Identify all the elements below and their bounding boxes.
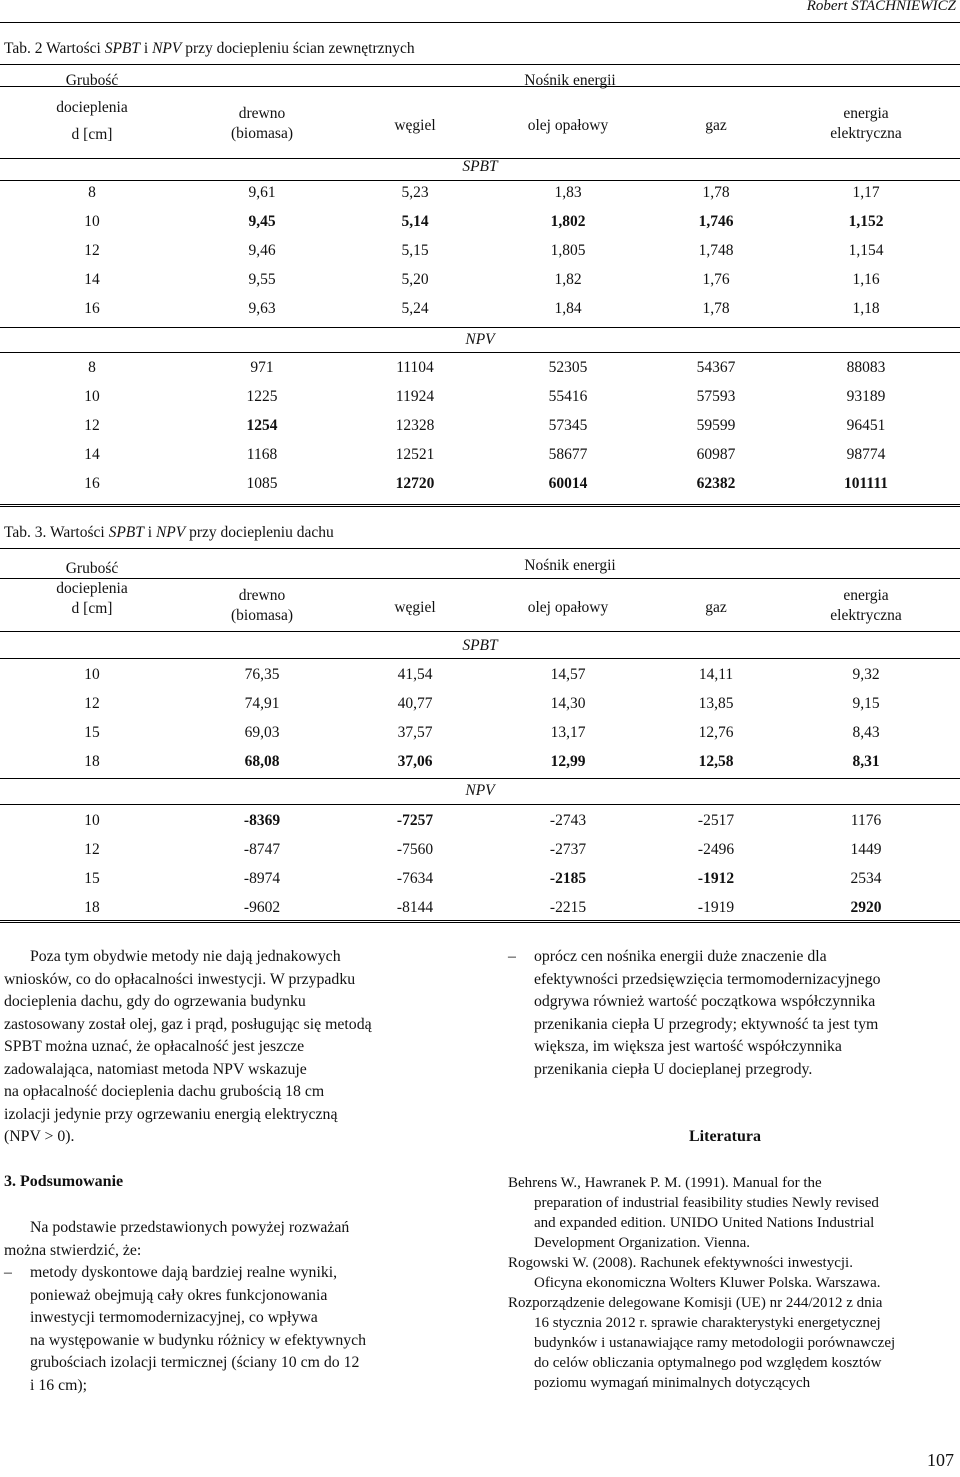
data-cell: -2743 <box>549 812 587 829</box>
bullet-text <box>508 946 956 1081</box>
caption-m1: SPBT <box>104 40 141 57</box>
table3 <box>0 548 960 928</box>
data-cell: 13,17 <box>550 724 586 741</box>
data-cell: 74,91 <box>244 695 280 712</box>
data-cell: 1,18 <box>852 300 880 317</box>
data-cell: 93189 <box>846 388 886 405</box>
data-cell: 37,57 <box>397 724 433 741</box>
row-thickness: 15 <box>84 870 100 887</box>
data-cell: 76,35 <box>244 666 280 683</box>
data-cell: 58677 <box>548 446 588 463</box>
data-cell: 14,30 <box>550 695 586 712</box>
data-cell: -2517 <box>697 812 735 829</box>
table-rule <box>0 327 960 328</box>
bullet-line-text: i 16 cm); <box>30 1376 88 1394</box>
bullet-line-text: inwestycji termomodernizacyjnej, co wpływa <box>30 1309 318 1326</box>
data-cell: 1,83 <box>554 184 582 201</box>
data-cell: 1168 <box>246 446 278 463</box>
data-cell: -2737 <box>549 841 587 858</box>
intro-line: zastosowany został olej, gaz i prąd, posługując się metodą <box>4 1015 372 1033</box>
column-header: energia <box>843 105 889 122</box>
thickness-header: docieplenia <box>56 99 128 116</box>
data-cell: 101111 <box>844 475 888 492</box>
table-rule <box>0 578 960 579</box>
reference-line: budynków i ustanawiające ramy metodologii porównawczej <box>534 1335 896 1351</box>
row-thickness: 16 <box>84 475 100 492</box>
bullet-text <box>4 1262 452 1397</box>
data-cell: -9602 <box>243 899 281 916</box>
intro-line: Poza tym obydwie metody nie dają jednakowych <box>30 948 341 965</box>
data-cell: 1449 <box>850 841 882 858</box>
caption-suffix: przy dociepleniu ścian zewnętrznych <box>181 40 415 57</box>
table-rule <box>0 64 960 65</box>
data-cell: -7257 <box>396 812 434 829</box>
data-cell: 1176 <box>850 812 882 829</box>
data-cell: -8369 <box>243 812 281 829</box>
data-cell: 52305 <box>548 359 588 376</box>
data-cell: 1,78 <box>702 300 730 317</box>
thickness-header: docieplenia <box>56 580 128 597</box>
section-npv: NPV <box>465 331 495 348</box>
data-cell: 9,32 <box>852 666 880 683</box>
data-cell: 88083 <box>846 359 886 376</box>
data-cell: 60014 <box>548 475 588 492</box>
reference-line: Behrens W., Hawranek P. M. (1991). Manual for the <box>508 1175 822 1191</box>
column-header: drewno <box>238 587 286 604</box>
table-rule <box>0 548 960 549</box>
intro-line: docieplenia dachu, gdy do ogrzewania budynku <box>4 993 306 1010</box>
table-rule <box>0 86 960 87</box>
bullet-line-text: oprócz cen nośnika energii duże znaczenie dla <box>534 948 827 965</box>
data-cell: 55416 <box>548 388 588 405</box>
bullet-line-text: odgrywa również wartość początkowa współczynnika <box>534 993 876 1010</box>
data-cell: 2534 <box>850 870 882 887</box>
column-header: energia <box>843 587 889 604</box>
data-cell: 5,14 <box>401 213 429 230</box>
right-bullet <box>508 946 956 1081</box>
data-cell: 5,15 <box>401 242 429 259</box>
data-cell: -7560 <box>396 841 434 858</box>
caption-m2: NPV <box>155 524 186 541</box>
table-rule <box>0 804 960 805</box>
data-cell: 37,06 <box>397 753 433 770</box>
row-thickness: 12 <box>84 417 100 434</box>
left-bullet <box>4 1262 452 1397</box>
data-cell: 60987 <box>696 446 736 463</box>
reference-item <box>508 1253 956 1293</box>
bullet-line-text: na występowanie w budynku różnicy w efektywnych <box>30 1331 367 1349</box>
references <box>508 1173 956 1393</box>
table-rule <box>0 778 960 779</box>
data-cell: 96451 <box>846 417 886 434</box>
data-cell: 12,58 <box>698 753 734 770</box>
reference-line: preparation of industrial feasibility studies Newly revised <box>534 1195 879 1211</box>
data-cell: 11924 <box>395 388 435 405</box>
data-cell: 14,11 <box>698 666 734 683</box>
bullet-dash: – <box>4 1264 12 1281</box>
intro-paragraph <box>4 946 452 1149</box>
column-header: (biomasa) <box>231 607 293 624</box>
data-cell: 1,152 <box>848 213 884 230</box>
table-rule <box>0 920 960 923</box>
summary-paragraph <box>4 1217 452 1262</box>
table-rule <box>0 658 960 659</box>
data-cell: 68,08 <box>244 753 280 770</box>
reference-line: Rogowski W. (2008). Rachunek efektywności inwestycji. <box>508 1255 853 1271</box>
column-header: węgiel <box>394 599 436 616</box>
data-cell: 41,54 <box>397 666 433 683</box>
data-cell: 13,85 <box>698 695 734 712</box>
column-header: (biomasa) <box>231 125 293 142</box>
reference-item <box>508 1173 956 1253</box>
bullet-line-text: przenikania ciepła U docieplanej przegrody. <box>534 1060 813 1078</box>
intro-line: zadowalająca, natomiast metoda NPV wskazuje <box>4 1060 307 1078</box>
section-npv: NPV <box>465 782 495 799</box>
data-cell: 59599 <box>696 417 736 434</box>
table3-caption <box>4 524 334 542</box>
row-thickness: 10 <box>84 812 100 829</box>
reference-line: Development Organization. Vienna. <box>534 1235 750 1251</box>
data-cell: 1254 <box>246 417 278 434</box>
data-cell: 1,16 <box>852 271 880 288</box>
data-cell: 9,55 <box>248 271 276 288</box>
summary-line: można stwierdzić, że: <box>4 1241 142 1259</box>
data-cell: 1,746 <box>698 213 734 230</box>
intro-line: (NPV > 0). <box>4 1128 75 1145</box>
data-cell: -1919 <box>697 899 735 916</box>
data-cell: 1,82 <box>554 271 582 288</box>
data-cell: 62382 <box>696 475 736 492</box>
data-cell: 54367 <box>696 359 736 376</box>
column-header: gaz <box>705 599 727 616</box>
data-cell: 8,31 <box>852 753 880 770</box>
section-spbt: SPBT <box>462 637 498 654</box>
data-cell: 98774 <box>846 446 886 463</box>
intro-line: izolacji jedynie przy ogrzewaniu energią elektryczną <box>4 1105 338 1123</box>
data-cell: 1225 <box>246 388 278 405</box>
thickness-header: Grubość <box>65 72 119 89</box>
section-spbt: SPBT <box>462 158 498 175</box>
caption-prefix: Tab. 2 Wartości <box>4 40 105 57</box>
data-cell: 14,57 <box>550 666 586 683</box>
data-cell: -7634 <box>396 870 434 887</box>
bullet-item <box>508 946 956 1081</box>
intro-line: wniosków, co do opłacalności inwestycji. W przypadku <box>4 970 356 988</box>
data-cell: 57345 <box>548 417 588 434</box>
row-thickness: 12 <box>84 242 100 259</box>
data-cell: 1,154 <box>848 242 884 259</box>
reference-line: 16 stycznia 2012 r. sprawie charakterystyki energetycznej <box>534 1315 881 1331</box>
data-cell: 9,46 <box>248 242 276 259</box>
reference-line: and expanded edition. UNIDO United Nations Industrial <box>534 1215 875 1231</box>
data-cell: -8974 <box>243 870 281 887</box>
data-cell: 12521 <box>395 446 435 463</box>
caption-m2: NPV <box>152 40 182 57</box>
bullet-line-text: przenikania ciepła U przegrody; ektywność ta jest tym <box>534 1015 879 1033</box>
thickness-header: Grubość <box>65 560 119 577</box>
row-thickness: 18 <box>84 899 100 916</box>
data-cell: 12328 <box>395 417 435 434</box>
column-header: elektryczna <box>830 125 902 142</box>
carrier-header: Nośnik energii <box>524 72 616 89</box>
caption-m1: SPBT <box>108 524 144 541</box>
author-header: Robert STACHNIEWICZ <box>806 0 956 14</box>
column-header: olej opałowy <box>527 599 609 616</box>
data-cell: 1,802 <box>550 213 586 230</box>
data-cell: 2920 <box>850 899 882 916</box>
bullet-line-text: metody dyskontowe dają bardziej realne wyniki, <box>30 1264 338 1281</box>
data-cell: 1,76 <box>702 271 730 288</box>
literature-heading: Literatura <box>689 1128 761 1145</box>
bullet-line-text: ponieważ obejmują cały okres funkcjonowania <box>30 1286 328 1304</box>
column-header: gaz <box>705 117 727 134</box>
table-rule <box>0 180 960 181</box>
data-cell: -8144 <box>396 899 434 916</box>
column-header: olej opałowy <box>527 117 609 134</box>
data-cell: 5,20 <box>401 271 429 288</box>
bullet-line-text: grubościach izolacji termicznej (ściany 10 cm do 12 <box>30 1354 360 1371</box>
data-cell: -2215 <box>549 899 587 916</box>
table-rule <box>0 631 960 632</box>
caption-mid: i <box>143 524 156 541</box>
data-cell: 12,99 <box>550 753 586 770</box>
caption-suffix: przy dociepleniu dachu <box>185 524 334 541</box>
reference-line: poziomu wymagań minimalnych dotyczących <box>534 1375 811 1391</box>
data-cell: 12,76 <box>698 724 734 741</box>
thickness-header: d [cm] <box>71 600 113 617</box>
bullet-dash: – <box>508 948 516 965</box>
data-cell: 69,03 <box>244 724 280 741</box>
caption-prefix: Tab. 3. Wartości <box>4 524 109 541</box>
caption-mid: i <box>140 40 153 57</box>
intro-line: SPBT można uznać, że opłacalność jest jeszcze <box>4 1038 305 1055</box>
data-cell: 57593 <box>696 388 736 405</box>
data-cell: 1,805 <box>550 242 586 259</box>
table2-caption <box>4 40 415 58</box>
data-cell: 11104 <box>396 359 434 376</box>
row-thickness: 10 <box>84 388 100 405</box>
row-thickness: 10 <box>84 213 100 230</box>
data-cell: 1,17 <box>852 184 880 201</box>
bullet-item <box>4 1262 452 1397</box>
data-cell: 1,78 <box>702 184 730 201</box>
row-thickness: 14 <box>84 446 100 463</box>
bullet-line-text: większa, im większa jest wartość współczynnika <box>534 1038 842 1055</box>
page-number: 107 <box>927 1450 954 1470</box>
row-thickness: 16 <box>84 300 100 317</box>
summary-line: Na podstawie przedstawionych powyżej rozważań <box>30 1219 350 1236</box>
data-cell: 9,45 <box>248 213 276 230</box>
row-thickness: 8 <box>88 359 96 376</box>
row-thickness: 15 <box>84 724 100 741</box>
data-cell: 1085 <box>246 475 278 492</box>
table2 <box>0 64 960 509</box>
data-cell: 1,748 <box>698 242 734 259</box>
thickness-header: d [cm] <box>71 126 113 143</box>
header-rule <box>0 22 960 23</box>
data-cell: -8747 <box>243 841 281 858</box>
row-thickness: 18 <box>84 753 100 770</box>
reference-line: Oficyna ekonomiczna Wolters Kluwer Polska. Warszawa. <box>534 1275 881 1291</box>
data-cell: -1912 <box>697 870 735 887</box>
data-cell: 9,61 <box>248 184 276 201</box>
reference-item <box>508 1293 956 1393</box>
row-thickness: 12 <box>84 841 100 858</box>
data-cell: -2496 <box>697 841 735 858</box>
row-thickness: 8 <box>88 184 96 201</box>
data-cell: 9,15 <box>852 695 880 712</box>
data-cell: 971 <box>250 359 274 376</box>
data-cell: 5,24 <box>401 300 429 317</box>
data-cell: 9,63 <box>248 300 276 317</box>
row-thickness: 10 <box>84 666 100 683</box>
data-cell: 5,23 <box>401 184 429 201</box>
data-cell: 12720 <box>395 475 435 492</box>
column-header: drewno <box>238 105 286 122</box>
column-header: węgiel <box>394 117 436 134</box>
section-heading: 3. Podsumowanie <box>4 1173 124 1190</box>
row-thickness: 12 <box>84 695 100 712</box>
carrier-header: Nośnik energii <box>524 557 616 574</box>
data-cell: 1,84 <box>554 300 582 317</box>
data-cell: 40,77 <box>397 695 433 712</box>
column-header: elektryczna <box>830 607 902 624</box>
reference-line: Rozporządzenie delegowane Komisji (UE) nr 244/2012 z dnia <box>508 1295 883 1311</box>
table-rule <box>0 504 960 507</box>
data-cell: 8,43 <box>852 724 880 741</box>
reference-line: do celów obliczania optymalnego pod względem kosztów <box>534 1355 882 1371</box>
data-cell: -2185 <box>549 870 587 887</box>
table-rule <box>0 352 960 353</box>
intro-line: na opłacalność docieplenia dachu grubością 18 cm <box>4 1083 325 1100</box>
bullet-line-text: efektywności przedsięwzięcia termomodernizacyjnego <box>534 970 881 988</box>
row-thickness: 14 <box>84 271 100 288</box>
